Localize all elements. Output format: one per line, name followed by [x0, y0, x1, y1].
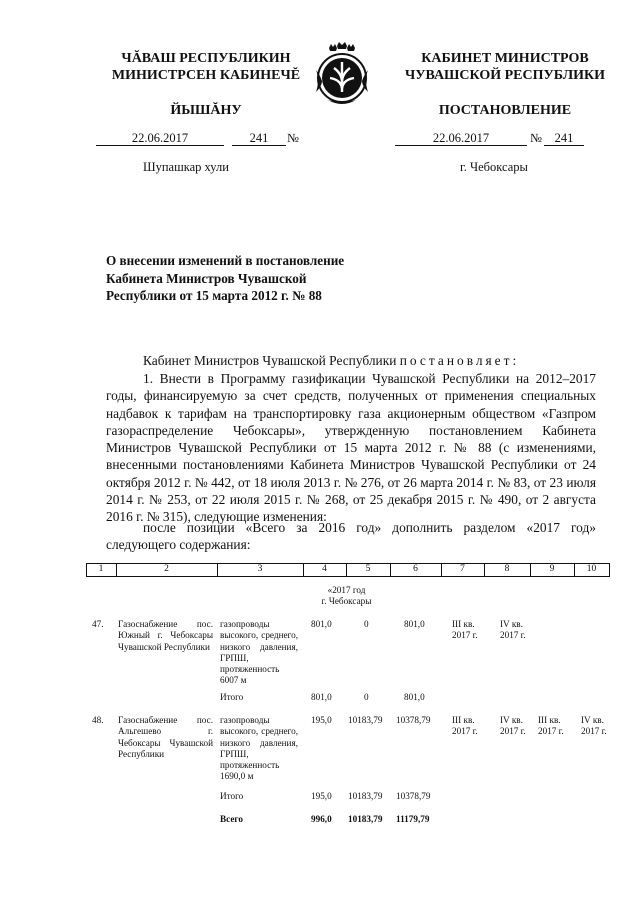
decree-label-russian: ПОСТАНОВЛЕНИЕ	[438, 103, 572, 118]
coat-of-arms-emblem	[312, 40, 372, 106]
subtotal-col4: 195,0	[311, 791, 332, 801]
row-quarter-col8: IV кв. 2017 г.	[500, 619, 526, 641]
table-header-border	[86, 576, 610, 577]
row-value-col5: 0	[364, 619, 369, 629]
col-divider	[609, 563, 610, 576]
row-quarter-col7: III кв. 2017 г.	[452, 619, 478, 641]
row-value-col6: 801,0	[404, 619, 425, 629]
subtotal-label: Итого	[220, 692, 244, 702]
column-number: 4	[322, 564, 327, 574]
row-value-col6: 10378,79	[396, 715, 431, 725]
subtotal-label: Итого	[220, 791, 244, 801]
number-sign-left: №	[287, 131, 299, 145]
org-name-chuvash: ЧĂВАШ РЕСПУБЛИКИН МИНИСТРСЕН КАБИНЕЧĔ	[111, 51, 301, 83]
document-title: О внесении изменений в постановление Кабинета Министров Чувашской Республики от 15 марта 2012 г. № 88	[106, 253, 345, 303]
city-russian: г. Чебоксары	[460, 160, 528, 174]
row-quarter-col10: IV кв. 2017 г.	[581, 715, 607, 737]
subtotal-col6: 10378,79	[396, 791, 431, 801]
intro-org: Кабинет Министров Чувашской Республики	[143, 353, 397, 368]
intro-verb: постановляет:	[399, 353, 520, 368]
total-col5: 10183,79	[348, 814, 383, 824]
column-number: 10	[586, 564, 597, 574]
total-label: Всего	[220, 814, 243, 824]
date-right: 22.06.2017	[395, 131, 527, 146]
total-col6: 11179,79	[396, 814, 430, 824]
paragraph-2: после позиции «Всего за 2016 год» дополнить разделом «2017 год» следующего содержания:	[106, 520, 596, 553]
row-number: 47.	[92, 619, 104, 629]
date-left: 22.06.2017	[96, 131, 224, 146]
column-number: 9	[549, 564, 555, 574]
number-left: 241	[232, 131, 286, 146]
decree-label-chuvash: ЙЫШĂНУ	[170, 103, 242, 118]
number-sign-right: №	[530, 131, 542, 145]
row-quarter-col9: III кв. 2017 г.	[538, 715, 564, 737]
column-number: 8	[504, 564, 510, 574]
decree-date-number-right	[0, 131, 640, 147]
subtotal-col4: 801,0	[311, 692, 332, 702]
row-number: 48.	[92, 715, 104, 725]
row-object: газопроводы высокого, среднего, низкого давления, ГРПШ, протяженность 1690,0 м	[220, 715, 298, 782]
city-chuvash: Шупашкар хули	[143, 160, 229, 174]
subtotal-col6: 801,0	[404, 692, 425, 702]
row-object: газопроводы высокого, среднего, низкого давления, ГРПШ, протяженность 6007 м	[220, 619, 298, 686]
row-value-col5: 10183,79	[348, 715, 383, 725]
subtotal-col5: 10183,79	[348, 791, 383, 801]
row-name: Газоснабжение пос. Альгешево г. Чебоксары Чувашской Республики	[118, 715, 213, 759]
column-number: 1	[98, 564, 104, 574]
column-number: 7	[460, 564, 465, 574]
section-title: «2017 год г. Чебоксары	[321, 585, 372, 607]
intro-paragraph	[143, 352, 596, 369]
paragraph-1: 1. Внести в Программу газификации Чувашской Республики на 2012–2017 годы, финансируемую за счет средств, полученных от применения специальных надбавок к тарифам на транспортировку газа акционерным обществом «Газпром газораспределение Чебоксары», утвержденную постановлением Кабинета Министров Чувашской Республики от 15 марта 2012 г. № 88 (с изменениями, внесенными постановлениями Кабинета Министров Чувашской Республики от 24 октября 2012 г. № 442, от 18 июля 2013 г. № 276, от 26 марта 2014 г. № 83, от 23 июля 2014 г. № 253, от 22 июля 2015 г. № 268, от 25 декабря 2015 г. № 490, от 2 августа 2016 г. № 315), следующие изменения:	[106, 371, 596, 525]
subtotal-col5: 0	[364, 692, 369, 702]
row-quarter-col8: IV кв. 2017 г.	[500, 715, 526, 737]
row-quarter-col7: III кв. 2017 г.	[452, 715, 478, 737]
column-number: 6	[413, 564, 418, 574]
row-value-col4: 195,0	[311, 715, 332, 725]
total-col4: 996,0	[311, 814, 332, 824]
row-value-col4: 801,0	[311, 619, 332, 629]
column-number: 5	[365, 564, 371, 574]
column-number: 2	[164, 564, 169, 574]
row-name: Газоснабжение пос. Южный г. Чебоксары Чувашской Республики	[118, 619, 213, 652]
program-table	[86, 563, 610, 899]
org-name-russian: КАБИНЕТ МИНИСТРОВ ЧУВАШСКОЙ РЕСПУБЛИКИ	[404, 51, 606, 83]
column-number: 3	[257, 564, 263, 574]
number-right: 241	[544, 131, 584, 146]
